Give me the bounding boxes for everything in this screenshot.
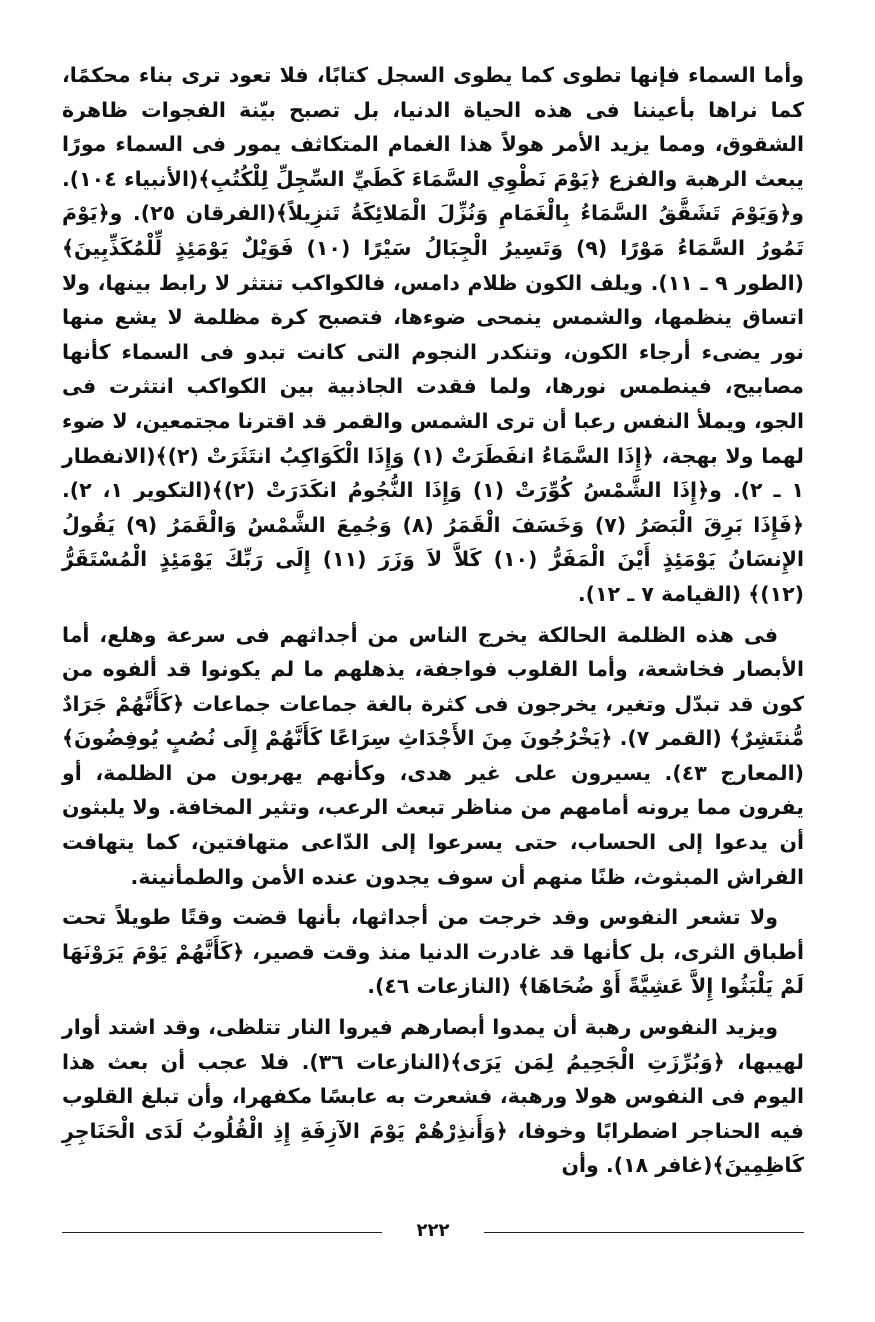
paragraph-4: ويزيد النفوس رهبة أن يمدوا أبصارهم فيروا النار تتلظى، وقد اشتد أوار لهيبها، ﴿وَبُرِّزَتِ الْجَحِيمُ لِمَن يَرَى﴾(النازعات ٣٦). فلا عجب أن بعث هذا اليوم فى النفوس هولا ورهبة، فشعرت به عابسًا مكفهرا، وأن تبلغ القلوب فيه الحناجر اضطرابًا وخوفا، ﴿وَأَنذِرْهُمْ يَوْمَ الآزِفَةِ إِذِ الْقُلُوبُ لَدَى الْحَنَاجِرِ كَاظِمِينَ﴾(غافر ١٨). وأن [62, 1015, 804, 1178]
page-body [62, 58, 804, 1189]
paragraph-2: فى هذه الظلمة الحالكة يخرج الناس من أجداثهم فى سرعة وهلع، أما الأبصار فخاشعة، وأما القلوب فواجفة، يذهلهم ما لم يكونوا قد ألفوه من كون قد تبدّل وتغير، يخرجون فى كثرة بالغة جماعات جماعات ﴿كَأَنَّهُمْ جَرَادٌ مُّنتَشِرٌ﴾ (القمر ٧). ﴿يَخْرُجُونَ مِنَ الأَجْدَاثِ سِرَاعًا كَأَنَّهُمْ إِلَى نُصُبٍ يُوفِضُونَ﴾(المعارج ٤٣). يسيرون على غير هدى، وكأنهم يهربون من الظلمة، أو يفرون مما يرونه أمامهم من مناظر تبعث الرعب، وتثير المخافة. ولا يلبثون أن يدعوا إلى الحساب، حتى يسرعوا إلى الدّاعى متهافتين، كما يتهافت الفراش المبثوث، ظنًا منهم أن سوف يجدون عنده الأمن والطمأنينة. [62, 622, 805, 889]
page-number: ٢٢٢ [416, 1220, 450, 1241]
paragraph-3: ولا تشعر النفوس وقد خرجت من أجداثها، بأنها قضت وقتًا طويلاً تحت أطباق الثرى، بل كأنها قد غادرت الدنيا منذ وقت قصير، ﴿كَأَنَّهُمْ يَوْمَ يَرَوْنَهَا لَمْ يَلْبَثُوا إِلاَّ عَشِيَّةً أَوْ ضُحَاهَا﴾ (النازعات ٤٦). [62, 905, 804, 999]
paragraph-1: وأما السماء فإنها تطوى كما يطوى السجل كتابًا، فلا تعود ترى بناء محكمًا، كما نراها بأعيننا فى هذه الحياة الدنيا، بل تصبح بيّنة الفجوات ظاهرة الشقوق، ومما يزيد الأمر هولاً هذا الغمام المتكاثف يمور فى السماء مورًا يبعث الرهبة والفزع ﴿يَوْمَ نَطْوِي السَّمَاءَ كَطَيِّ السِّجِلِّ لِلْكُتُبِ﴾(الأنبياء ١٠٤). و﴿وَيَوْمَ تَشَقَّقُ السَّمَاءُ بِالْغَمَامِ وَنُزِّلَ الْمَلائِكَةُ تَنزِيلاً﴾(الفرقان ٢٥). و﴿يَوْمَ تَمُورُ السَّمَاءُ مَوْرًا (٩) وَتَسِيرُ الْجِبَالُ سَيْرًا (١٠) فَوَيْلٌ يَوْمَئِذٍ لِّلْمُكَذِّبِينَ﴾(الطور ٩ ـ ١١). ويلف الكون ظلام دامس، فالكواكب تنتثر لا رابط بينها، ولا اتساق ينظمها، والشمس ينمحى ضوءها، فتصبح كرة مظلمة لا يشع منها نور يضىء أرجاء الكون، وتنكدر النجوم التى كانت تبدو فى السماء كأنها مصابيح، فينطمس نورها، ولما فقدت الجاذبية بين الكواكب انتثرت فى الجو، ويملأ النفس رعبا أن ترى الشمس والقمر قد اقترنا مجتمعين، لا ضوء لهما ولا بهجة، ﴿إِذَا السَّمَاءُ انفَطَرَتْ (١) وَإِذَا الْكَوَاكِبُ انتَثَرَتْ (٢)﴾(الانفطار ١ ـ ٢). و﴿إِذَا الشَّمْسُ كُوِّرَتْ (١) وَإِذَا النُّجُومُ انكَدَرَتْ (٢)﴾(التكوير ١، ٢). ﴿فَإِذَا بَرِقَ الْبَصَرُ (٧) وَخَسَفَ الْقَمَرُ (٨) وَجُمِعَ الشَّمْسُ وَالْقَمَرُ (٩) يَقُولُ الإِنسَانُ يَوْمَئِذٍ أَيْنَ الْمَفَرُّ (١٠) كَلاَّ لاَ وَزَرَ (١١) إِلَى رَبِّكَ يَوْمَئِذٍ الْمُسْتَقَرُّ (١٢)﴾ (القيامة ٧ ـ ١٢). [62, 63, 805, 606]
footer-rule-left [62, 1232, 382, 1233]
page-footer [62, 1218, 804, 1248]
